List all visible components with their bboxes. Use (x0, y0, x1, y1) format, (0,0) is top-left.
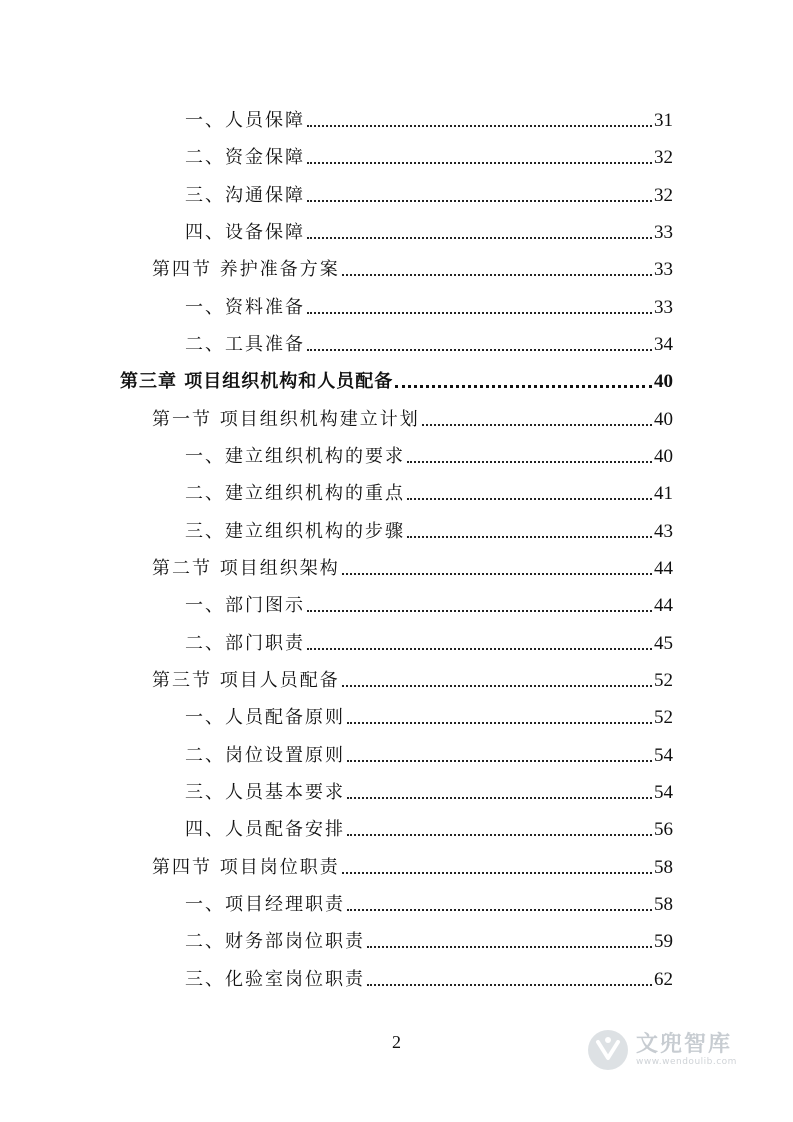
toc-entry-title: 三、人员基本要求 (185, 782, 345, 803)
toc-entry-title: 第一节 项目组织机构建立计划 (152, 409, 420, 430)
toc-section-entry (152, 401, 673, 431)
toc-entry (185, 737, 673, 767)
toc-entry-title: 二、部门职责 (185, 633, 305, 654)
toc-entry-title: 三、建立组织机构的步骤 (185, 521, 405, 542)
toc-section-entry (152, 251, 673, 281)
toc-entry (185, 513, 673, 543)
dot-leader (347, 760, 652, 762)
toc-entry-page: 54 (654, 745, 673, 766)
dot-leader (367, 984, 652, 986)
toc-entry (185, 289, 673, 319)
toc-entry-page: 54 (654, 782, 673, 803)
toc-entry-page: 40 (654, 446, 673, 467)
dot-leader (407, 461, 652, 463)
dot-leader (307, 610, 652, 612)
toc-entry-page: 33 (654, 222, 673, 243)
toc-entry-title: 第四节 养护准备方案 (152, 259, 340, 280)
dot-leader (395, 385, 652, 388)
toc-entry-page: 52 (654, 670, 673, 691)
toc-entry-title: 一、部门图示 (185, 595, 305, 616)
toc-section-entry (152, 662, 673, 692)
toc-entry-title: 二、财务部岗位职责 (185, 931, 365, 952)
toc-entry (185, 214, 673, 244)
toc-entry-page: 59 (654, 931, 673, 952)
dot-leader (422, 424, 652, 426)
dot-leader (347, 722, 652, 724)
toc-entry-title: 二、工具准备 (185, 334, 305, 355)
toc-entry (185, 587, 673, 617)
dot-leader (307, 200, 652, 202)
toc-entry (185, 102, 673, 132)
toc-entry-title: 一、人员配备原则 (185, 707, 345, 728)
toc-entry-page: 44 (654, 595, 673, 616)
toc-entry-title: 一、资料准备 (185, 297, 305, 318)
toc-entry-title: 四、人员配备安排 (185, 819, 345, 840)
toc-entry (185, 886, 673, 916)
toc-entry-title: 一、人员保障 (185, 110, 305, 131)
page-number: 2 (392, 1032, 401, 1052)
toc-entry-page: 45 (654, 633, 673, 654)
toc-entry-page: 33 (654, 259, 673, 280)
toc-entry-title: 第二节 项目组织架构 (152, 558, 340, 579)
toc-entry-title: 三、化验室岗位职责 (185, 969, 365, 990)
toc-entry (185, 811, 673, 841)
toc-entry-page: 52 (654, 707, 673, 728)
toc-section-entry (152, 550, 673, 580)
dot-leader (307, 312, 652, 314)
toc-entry-page: 58 (654, 894, 673, 915)
dot-leader (342, 872, 652, 874)
dot-leader (307, 162, 652, 164)
toc-entry (185, 326, 673, 356)
toc-entry (185, 438, 673, 468)
dot-leader (407, 498, 652, 500)
watermark-name: 文兜智库 (636, 1032, 733, 1057)
toc-entry (185, 177, 673, 207)
toc-entry-page: 44 (654, 558, 673, 579)
toc-entry-title: 一、项目经理职责 (185, 894, 345, 915)
toc-entry-page: 56 (654, 819, 673, 840)
dot-leader (307, 237, 652, 239)
dot-leader (407, 536, 652, 538)
dot-leader (342, 274, 652, 276)
toc-entry-page: 32 (654, 185, 673, 206)
dot-leader (347, 909, 652, 911)
toc-entry-page: 31 (654, 110, 673, 131)
toc-entry (185, 923, 673, 953)
toc-entry-title: 四、设备保障 (185, 222, 305, 243)
toc-entry-page: 62 (654, 969, 673, 990)
toc-entry-title: 第三章 项目组织机构和人员配备 (120, 371, 394, 392)
toc-entry-page: 33 (654, 297, 673, 318)
toc-entry-title: 二、建立组织机构的重点 (185, 483, 405, 504)
toc-entry-page: 40 (654, 371, 673, 392)
dot-leader (367, 946, 652, 948)
toc-entry-title: 第三节 项目人员配备 (152, 670, 340, 691)
dot-leader (347, 797, 652, 799)
toc-entry-page: 58 (654, 857, 673, 878)
watermark (586, 1022, 766, 1078)
toc-entry-title: 二、资金保障 (185, 147, 305, 168)
toc-entry (185, 699, 673, 729)
dot-leader (307, 349, 652, 351)
toc-entry (185, 625, 673, 655)
watermark-logo-icon (586, 1028, 630, 1072)
dot-leader (347, 834, 652, 836)
toc-entry (185, 475, 673, 505)
toc-entry-page: 32 (654, 147, 673, 168)
toc-section-entry (152, 849, 673, 879)
toc-entry-title: 一、建立组织机构的要求 (185, 446, 405, 467)
toc-entry (185, 774, 673, 804)
toc-entry (185, 139, 673, 169)
dot-leader (307, 648, 652, 650)
dot-leader (307, 125, 652, 127)
toc-entry-title: 第四节 项目岗位职责 (152, 857, 340, 878)
toc-entry-page: 34 (654, 334, 673, 355)
toc-entry-page: 41 (654, 483, 673, 504)
toc-entry-title: 三、沟通保障 (185, 185, 305, 206)
toc-entry-page: 43 (654, 521, 673, 542)
dot-leader (342, 685, 652, 687)
dot-leader (342, 573, 652, 575)
toc-entry-title: 二、岗位设置原则 (185, 745, 345, 766)
toc-entry (185, 961, 673, 991)
toc-entry-page: 40 (654, 409, 673, 430)
toc-chapter-entry (120, 363, 673, 393)
watermark-url: www.wendoulib.com (636, 1057, 737, 1067)
